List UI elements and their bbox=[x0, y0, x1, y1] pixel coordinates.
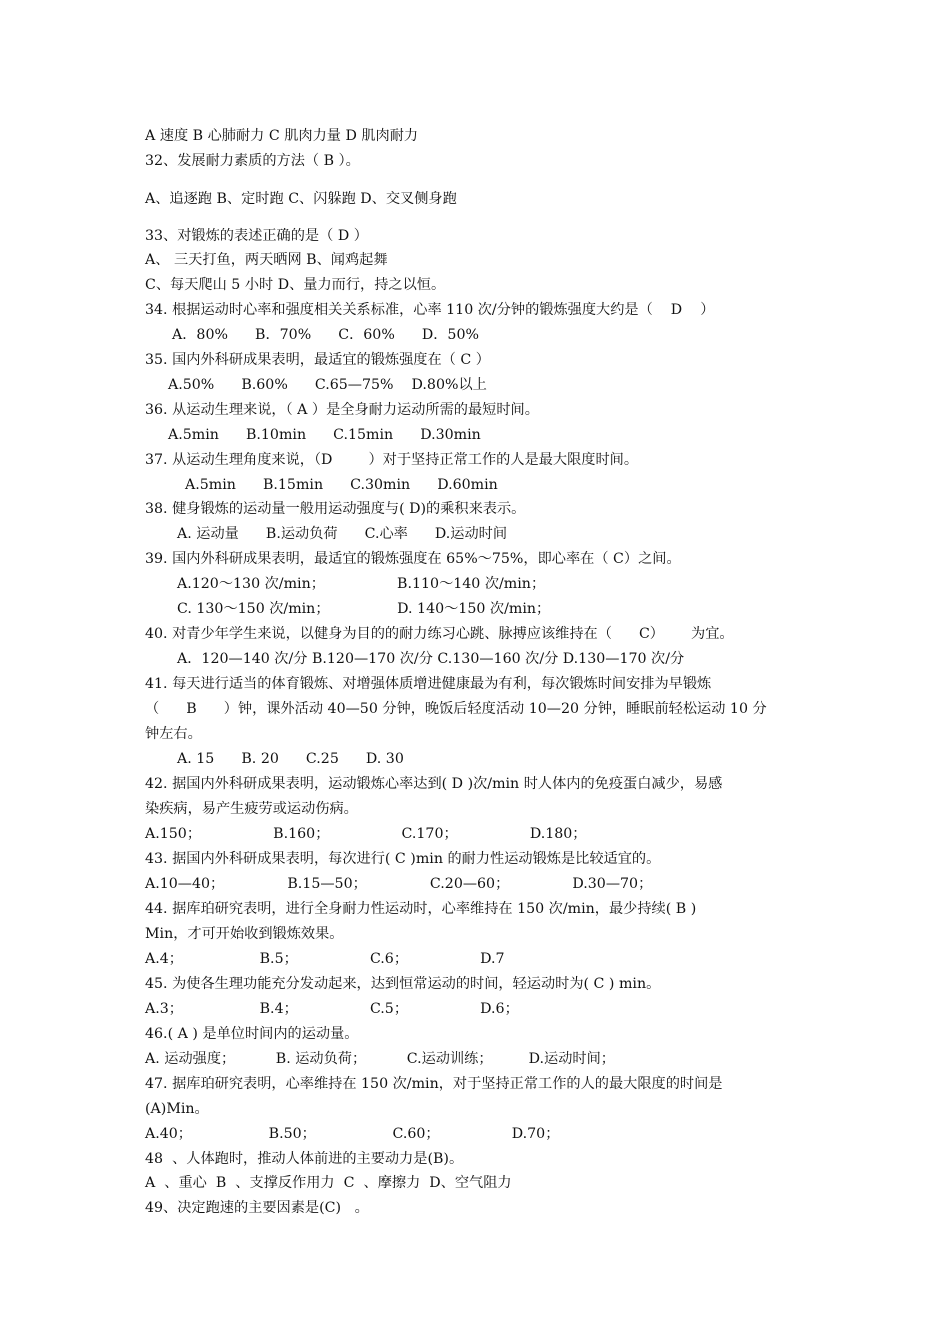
options-34: A．80% B．70% C．60% D．50% bbox=[172, 327, 479, 343]
question-49: 49、决定跑速的主要因素是(C) 。 bbox=[145, 1200, 369, 1216]
options-43: A.10—40； B.15—50； C.20—60； D.30—70； bbox=[145, 876, 653, 892]
question-32: 32、发展耐力素质的方法（ B ）。 bbox=[145, 153, 360, 169]
question-37: 37. 从运动生理角度来说，（D ）对于坚持正常工作的人是最大限度时间。 bbox=[145, 452, 639, 468]
question-44-line2: Min，才可开始收到锻炼效果。 bbox=[145, 926, 344, 942]
question-38: 38. 健身锻炼的运动量一般用运动强度与( D)的乘积来表示。 bbox=[145, 501, 526, 517]
options-32: A、追逐跑 B、定时跑 C、闪躲跑 D、交叉侧身跑 bbox=[145, 191, 457, 207]
question-36: 36. 从运动生理来说，（ A ）是全身耐力运动所需的最短时间。 bbox=[145, 402, 539, 418]
options-40: A．120—140 次/分 B.120—170 次/分 C.130—160 次/分 D.130—170 次/分 bbox=[177, 651, 685, 667]
question-46: 46.( A ) 是单位时间内的运动量。 bbox=[145, 1026, 359, 1042]
text-line: A 速度 B 心肺耐力 C 肌肉力量 D 肌肉耐力 bbox=[145, 128, 419, 144]
question-34: 34. 根据运动时心率和强度相关关系标准，心率 110 次/分钟的锻炼强度大约是（ D ） bbox=[145, 302, 715, 318]
question-47-line2: (A)Min。 bbox=[145, 1101, 209, 1117]
options-39-cd: C. 130～150 次/min； D. 140～150 次/min； bbox=[177, 601, 551, 617]
question-41-line1: 41. 每天进行适当的体育锻炼、对增强体质增进健康最为有利，每次锻炼时间安排为早锻炼 bbox=[145, 676, 712, 692]
options-37: A.5min B.15min C.30min D.60min bbox=[185, 477, 498, 493]
options-41: A. 15 B. 20 C.25 D. 30 bbox=[177, 751, 404, 767]
options-39-ab: A.120～130 次/min； B.110～140 次/min； bbox=[177, 576, 546, 592]
question-33: 33、对锻炼的表述正确的是（ D ） bbox=[145, 228, 368, 244]
options-42: A.150； B.160； C.170； D.180； bbox=[145, 826, 587, 842]
options-48: A 、重心 B 、支撑反作用力 C 、摩擦力 D、空气阻力 bbox=[145, 1175, 512, 1191]
question-42-line2: 染疾病，易产生疲劳或运动伤病。 bbox=[145, 801, 358, 817]
question-43: 43. 据国内外科研成果表明，每次进行( C )min 的耐力性运动锻炼是比较适宜的。 bbox=[145, 851, 661, 867]
options-47: A.40； B.50； C.60； D.70； bbox=[145, 1126, 560, 1142]
question-48: 48 、人体跑时，推动人体前进的主要动力是(B)。 bbox=[145, 1151, 464, 1167]
options-45: A.3； B.4； C.5； D.6； bbox=[145, 1001, 519, 1017]
question-39: 39. 国内外科研成果表明，最适宜的锻炼强度在 65%～75%，即心率在（ C）之间。 bbox=[145, 551, 681, 567]
question-45: 45. 为使各生理功能充分发动起来，达到恒常运动的时间，轻运动时为( C ) min。 bbox=[145, 976, 661, 992]
question-42-line1: 42. 据国内外科研成果表明，运动锻炼心率达到( D )次/min 时人体内的免疫蛋白减少，易感 bbox=[145, 776, 723, 792]
question-47-line1: 47. 据库珀研究表明，心率维持在 150 次/min，对于坚持正常工作的人的最大限度的时间是 bbox=[145, 1076, 723, 1092]
options-38: A. 运动量 B.运动负荷 C.心率 D.运动时间 bbox=[177, 526, 508, 542]
question-41-line2: （ B ）钟，课外活动 40—50 分钟，晚饭后轻度活动 10—20 分钟，睡眠前轻松运动 10 分 bbox=[145, 701, 767, 717]
options-33-cd: C、每天爬山 5 小时 D、量力而行，持之以恒。 bbox=[145, 277, 446, 293]
options-36: A.5min B.10min C.15min D.30min bbox=[168, 427, 481, 443]
options-46: A. 运动强度； B. 运动负荷； C.运动训练； D.运动时间； bbox=[145, 1051, 615, 1067]
question-41-line3: 钟左右。 bbox=[145, 726, 202, 742]
question-44-line1: 44. 据库珀研究表明，进行全身耐力性运动时，心率维持在 150 次/min，最少持续( B ) bbox=[145, 901, 697, 917]
options-44: A.4； B.5； C.6； D.7 bbox=[145, 951, 505, 967]
question-35: 35. 国内外科研成果表明，最适宜的锻炼强度在（ C ） bbox=[145, 352, 490, 368]
options-33-ab: A、 三天打鱼，两天晒网 B、闻鸡起舞 bbox=[145, 252, 388, 268]
question-40: 40. 对青少年学生来说，以健身为目的的耐力练习心跳、脉搏应该维持在（ C） 为宜。 bbox=[145, 626, 734, 642]
options-35: A.50% B.60% C.65—75% D.80%以上 bbox=[168, 377, 487, 393]
